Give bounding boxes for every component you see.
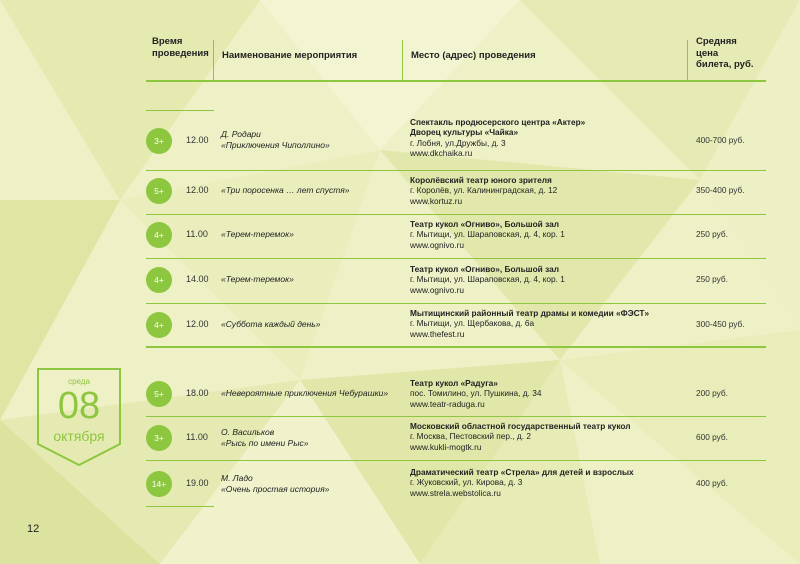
event-time: 18.00 [186,388,209,398]
row-divider [146,214,766,215]
event-venue: Московский областной государственный театр кукол г. Москва, Пестовский пер., д. 2 www.kukli-mogtk.ru [410,421,631,452]
event-time: 12.00 [186,319,209,329]
age-badge: 4+ [146,267,172,293]
ticket-price: 400-700 руб. [696,135,745,145]
row-divider [146,258,766,259]
event-title: «Три поросенка … лет спустя» [221,185,350,195]
event-venue: Театр кукол «Огниво», Большой зал г. Мытищи, ул. Шараповская, д. 4, кор. 1 www.ognivo.ru [410,219,565,250]
header-price: Средняя цена билета, руб. [696,36,754,70]
page-number: 12 [27,523,40,535]
event-venue: Театр кукол «Огниво», Большой зал г. Мытищи, ул. Шараповская, д. 4, кор. 1 www.ognivo.ru [410,264,565,295]
event-venue: Драматический театр «Стрела» для детей и взрослых г. Жуковский, ул. Кирова, д. 3 www.strela.webstolica.ru [410,467,634,498]
row-divider [146,416,766,417]
date-day: 08 [57,385,101,427]
event-venue: Театр кукол «Радуга» пос. Томилино, ул. Пушкина, д. 34 www.teatr-raduga.ru [410,378,542,409]
table-row [146,264,766,304]
age-badge: 4+ [146,312,172,338]
ticket-price: 200 руб. [696,388,728,398]
header-rule [146,80,766,82]
age-badge: 3+ [146,425,172,451]
header-divider [687,40,688,80]
event-time: 11.00 [186,432,208,442]
table-row [146,175,766,215]
event-title: О. Васильков «Рысь по имени Рыс» [221,427,309,448]
table-row [146,117,766,171]
age-badge: 4+ [146,222,172,248]
event-title: «Суббота каждый день» [221,319,321,329]
ticket-price: 250 руб. [696,229,728,239]
day-divider [146,346,766,348]
age-badge: 14+ [146,471,172,497]
header-divider [402,40,403,80]
age-badge: 3+ [146,128,172,154]
age-badge: 5+ [146,178,172,204]
header-event: Наименование мероприятия [222,50,358,61]
header-time: Время проведения [152,36,209,59]
event-time: 11.00 [186,229,208,239]
event-title: «Терем-теремок» [221,229,294,239]
table-row [146,467,766,507]
row-divider [146,460,766,461]
header-divider [213,40,214,80]
event-time: 12.00 [186,135,209,145]
table-row [146,421,766,461]
date-weekday: среда [68,377,90,386]
row-divider [146,170,766,171]
age-badge: 5+ [146,381,172,407]
date-column-rule [146,506,214,507]
table-row [146,308,766,348]
event-venue: Спектакль продюсерского центра «Актер» Дворец культуры «Чайка» г. Лобня, ул.Дружбы, д. 3 www.dkchaika.ru [410,117,586,159]
table-row [146,378,766,418]
event-title: М. Ладо «Очень простая история» [221,473,330,494]
row-divider [146,303,766,304]
date-column-rule [146,110,214,111]
ticket-price: 600 руб. [696,432,728,442]
header-venue: Место (адрес) проведения [411,50,536,61]
ticket-price: 300-450 руб. [696,319,745,329]
ticket-price: 400 руб. [696,478,728,488]
event-venue: Королёвский театр юного зрителя г. Королёв, ул. Калининградская, д. 12 www.kortuz.ru [410,175,558,206]
date-month: октября [53,428,105,444]
event-time: 14.00 [186,274,209,284]
ticket-price: 250 руб. [696,274,728,284]
event-title: «Невероятные приключения Чебурашки» [221,388,389,398]
event-time: 19.00 [186,478,209,488]
table-row [146,219,766,259]
event-venue: Мытищинский районный театр драмы и комедии «ФЭСТ» г. Мытищи, ул. Щербакова, д. 6а www.thefest.ru [410,308,650,339]
ticket-price: 350-400 руб. [696,185,745,195]
event-title: «Терем-теремок» [221,274,294,284]
event-time: 12.00 [186,185,209,195]
event-title: Д. Родари «Приключения Чиполлино» [221,129,330,150]
